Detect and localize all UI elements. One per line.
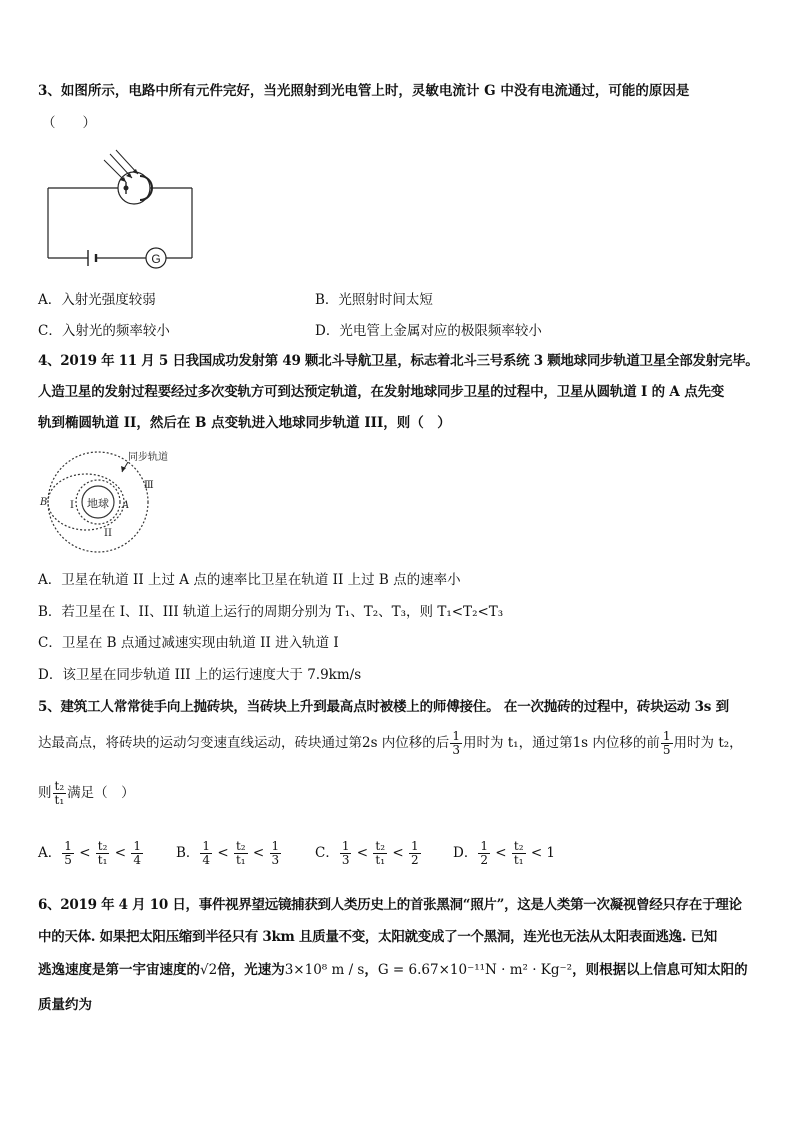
q5-option-b: B． $\frac{1}{4}$ < $\frac{\text{t₂}}{\text{t₁}}$ < $\frac{1}{3}$	[176, 839, 280, 867]
q4-option-a: A．卫星在轨道 II 上过 A 点的速率比卫星在轨道 II 上过 B 点的速率小	[38, 572, 461, 588]
svg-text:A: A	[122, 500, 130, 511]
q3-option-b: B．光照射时间太短	[315, 292, 433, 308]
q4-orbit-figure	[36, 446, 196, 556]
svg-text:地球: 地球	[87, 497, 109, 510]
q5-line-1: 5、建筑工人常常徒手向上抛砖块，当砖块上升到最高点时被楼上的师傅接住。 在一次抛砖的过程中，砖块运动 3s 到	[38, 699, 729, 715]
q3-option-d: D．光电管上金属对应的极限频率较小	[315, 323, 542, 339]
q6-line-4: 质量约为	[38, 997, 92, 1013]
q6-gravitational-constant: G = 6.67×10⁻¹¹N · m² · Kg⁻²	[377, 962, 573, 978]
q6-line-2: 中的天体. 如果把太阳压缩到半径只有 3km 且质量不变，太阳就变成了一个黑洞，连光也无法从太阳表面逃逸. 已知	[38, 929, 717, 945]
q6-line-1: 6、2019 年 4 月 10 日，事件视界望远镜捕获到人类历史上的首张黑洞“照片”，这是人类第一次凝视曾经只存在于理论	[38, 897, 742, 913]
q4-option-b: B．若卫星在 I、II、III 轨道上运行的周期分别为 T₁、T₂、T₃，则 T₁<T₂<T₃	[38, 604, 504, 620]
q5-option-a: A． $\frac{1}{5}$ < $\frac{\text{t₂}}{\text{t₁}}$ < $\frac{1}{4}$	[38, 839, 141, 867]
q5-option-d: D． $\frac{1}{2}$ < $\frac{\text{t₂}}{\text{t₁}}$ < 1	[453, 839, 556, 867]
q6-line-3: 逃逸速度是第一宇宙速度的√2倍，光速为3×10⁸ m / s，G = 6.67×10⁻¹¹N · m² · Kg⁻²，则根据以上信息可知太阳的	[38, 962, 748, 978]
svg-text:G: G	[151, 252, 161, 266]
q5-line-2: 达最高点，将砖块的运动匀变速直线运动，砖块通过第2s 内位移的后 $\frac{1}{3}$ 用时为 t₁，通过第1s 内位移的前 $\frac{1}{5}$ 用时为 t₂，	[38, 729, 743, 757]
q3-option-c: C．入射光的频率较小	[38, 323, 170, 339]
q4-option-c: C．卫星在 B 点通过减速实现由轨道 II 进入轨道 I	[38, 635, 339, 651]
svg-text:Ⅲ: Ⅲ	[144, 480, 154, 491]
q6-light-speed: 3×10⁸ m / s	[284, 962, 365, 978]
q5-ratio-fraction: $\frac{\text{t₂}}{\text{t₁}}$	[54, 779, 65, 807]
q4-option-d: D．该卫星在同步轨道 III 上的运行速度大于 7.9km/s	[38, 667, 362, 683]
q5-option-c: C． $\frac{1}{3}$ < $\frac{\text{t₂}}{\text{t₁}}$ < $\frac{1}{2}$	[315, 839, 419, 867]
svg-text:I: I	[70, 500, 74, 511]
q5-line-3: 则 $\frac{\text{t₂}}{\text{t₁}}$ 满足（ ）	[38, 779, 135, 807]
q4-stem-line-1: 4、2019 年 11 月 5 日我国成功发射第 49 颗北斗导航卫星，标志着北斗三号系统 3 颗地球同步轨道卫星全部发射完毕。	[38, 353, 759, 369]
q3-option-a: A．入射光强度较弱	[38, 292, 156, 308]
q6-sqrt-two: √2	[200, 962, 218, 978]
q3-answer-paren: （ ）	[42, 115, 96, 131]
q4-stem-line-3: 轨到椭圆轨道 II，然后在 B 点变轨进入地球同步轨道 III，则（ ）	[38, 415, 451, 431]
q4-stem-line-2: 人造卫星的发射过程要经过多次变轨方可到达预定轨道，在发射地球同步卫星的过程中，卫星从圆轨道 I 的 A 点先变	[38, 384, 725, 400]
svg-text:B: B	[40, 497, 48, 508]
q3-circuit-figure	[40, 148, 200, 272]
q3-stem: 3、如图所示，电路中所有元件完好，当光照射到光电管上时，灵敏电流计 G 中没有电流通过，可能的原因是	[38, 83, 690, 99]
q5-fraction-one-fifth: $\frac{1}{5}$	[662, 729, 671, 757]
svg-text:同步轨道: 同步轨道	[128, 452, 168, 463]
q5-fraction-one-third: $\frac{1}{3}$	[452, 729, 460, 757]
svg-text:II: II	[104, 528, 112, 539]
